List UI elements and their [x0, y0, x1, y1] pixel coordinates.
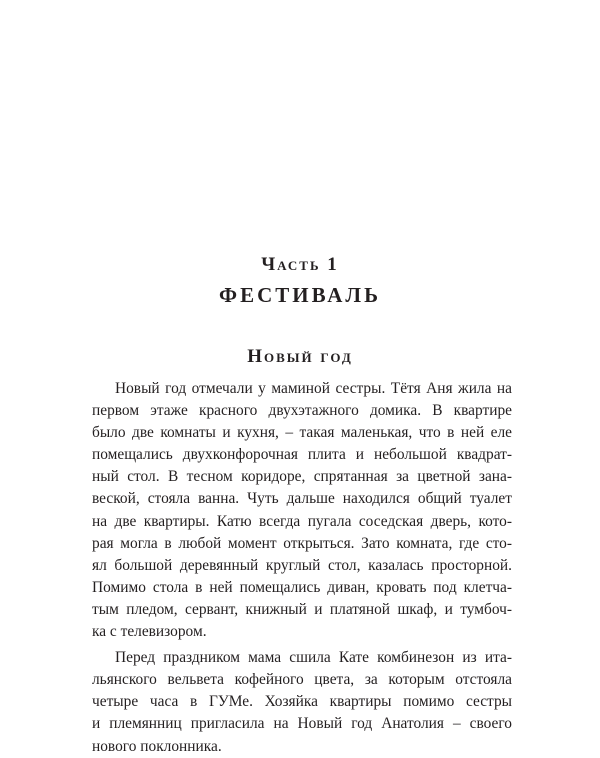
text-line: ял большой деревянный круглый стол, казалась просторной.	[92, 556, 512, 574]
paragraph-1	[92, 378, 512, 643]
part-label: Часть 1	[261, 254, 339, 275]
text-line: на две квартиры. Катю всегда пугала соседская дверь, кото-	[92, 512, 512, 530]
text-line: Новый год отмечали у маминой сестры. Тётя Аня жила на	[115, 380, 512, 397]
text-line: помещались двухконфорочная плита и небольшой квадрат-	[92, 446, 512, 464]
text-line: нового поклонника.	[92, 737, 222, 755]
part-title: ФЕСТИВАЛЬ	[219, 283, 381, 307]
text-line: рая могла в любой момент открыться. Зато комната, где сто-	[92, 534, 512, 552]
text-line: было две комнаты и кухня, – такая маленькая, что в ней еле	[92, 424, 512, 442]
text-line: тым пледом, сервант, книжный и платяной шкаф, и тумбоч-	[92, 600, 512, 618]
text-line: Помимо стола в ней помещались диван, кровать под клетча-	[92, 578, 512, 596]
text-line: ка с телевизором.	[92, 623, 207, 641]
text-line: первом этаже красного двухэтажного домика. В квартире	[92, 402, 512, 420]
paragraph-2	[92, 647, 512, 757]
text-line: и племянниц пригласила на Новый год Анатолия – своего	[92, 715, 512, 733]
text-line: Перед праздником мама сшила Кате комбинезон из ита-	[115, 649, 512, 667]
text-line: веской, стояла ванна. Чуть дальше находился общий туалет	[92, 490, 512, 508]
text-line: льянского вельвета кофейного цвета, за которым отстояла	[92, 671, 512, 689]
chapter-title: Новый год	[247, 346, 353, 367]
text-line: четыре часа в ГУМе. Хозяйка квартиры помимо сестры	[92, 693, 512, 711]
chapter-body	[92, 378, 512, 758]
text-line: ный стол. В тесном коридоре, спрятанная за цветной зана-	[92, 468, 512, 486]
